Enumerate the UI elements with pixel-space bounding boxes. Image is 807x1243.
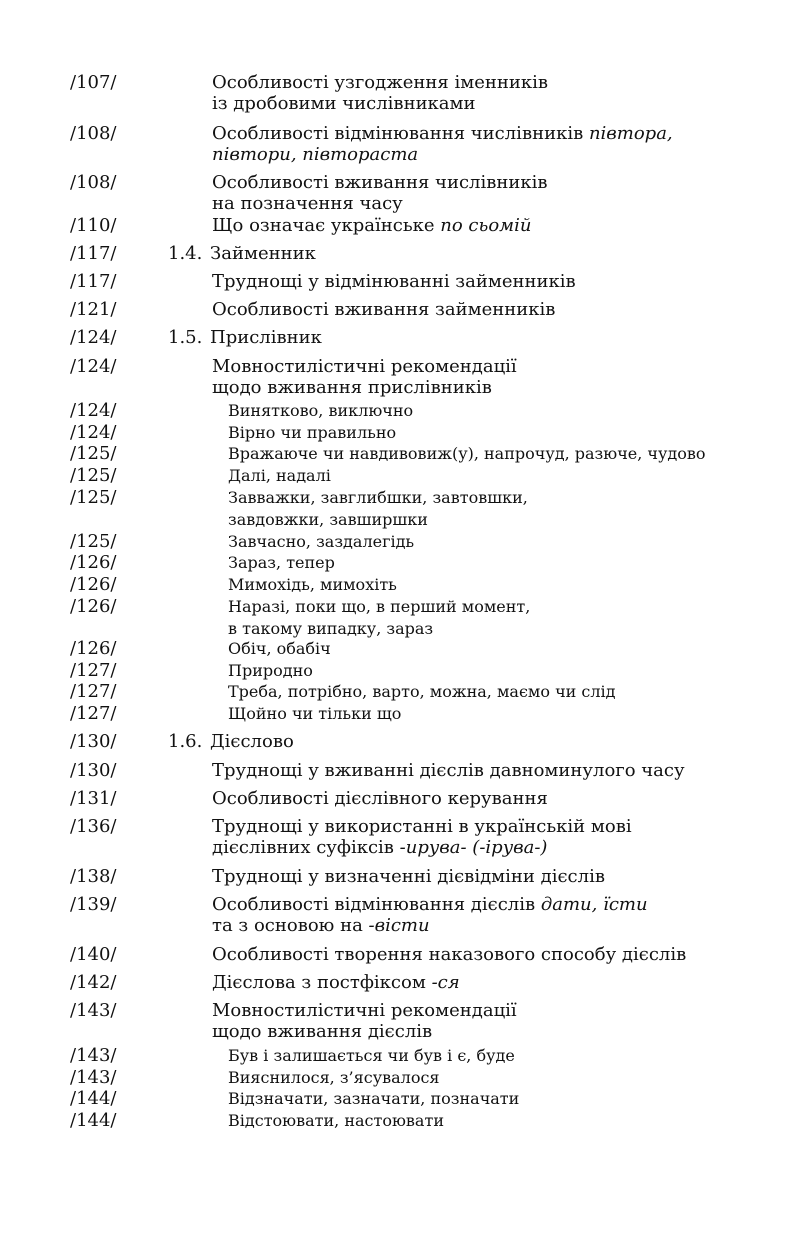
- toc-page-number: /131/: [70, 788, 117, 809]
- toc-entry-title: [212, 299, 555, 320]
- toc-section-number: 1.4.: [168, 243, 203, 264]
- toc-entry-italic: півтора,: [588, 123, 673, 144]
- toc-page-number: /144/: [70, 1110, 117, 1131]
- toc-page-number: /124/: [70, 356, 117, 377]
- toc-page-number: /124/: [70, 400, 117, 421]
- toc-entry-title: [212, 894, 648, 936]
- toc-entry-title: [210, 243, 316, 264]
- toc-entry-title: [212, 866, 605, 887]
- toc-entry-title: [210, 327, 322, 348]
- toc-entry-line: Дієслова з постфіксом -ся: [212, 972, 460, 993]
- toc-page-number: /138/: [70, 866, 117, 887]
- toc-entry-line: Особливості дієслівного керування: [212, 788, 548, 809]
- toc-entry-title: [228, 1045, 515, 1067]
- toc-entry-italic: -ирува- (-ірува-): [399, 837, 548, 858]
- toc-entry-title: [212, 788, 548, 809]
- toc-page-number: /142/: [70, 972, 117, 993]
- toc-entry-line: [212, 144, 673, 165]
- toc-entry-line: Треба, потрібно, варто, можна, маємо чи слід: [228, 682, 616, 701]
- toc-page-number: /125/: [70, 531, 117, 552]
- toc-page-number: /107/: [70, 72, 117, 93]
- toc-entry-italic: -вісти: [368, 915, 430, 936]
- toc-entry-line: Особливості творення наказового способу дієслів: [212, 944, 687, 965]
- toc-section-number: 1.6.: [168, 731, 203, 752]
- toc-page-number: /127/: [70, 660, 117, 681]
- toc-entry-line: Особливості вживання займенників: [212, 299, 556, 320]
- toc-page-number: /130/: [70, 731, 117, 752]
- toc-page-number: /127/: [70, 703, 117, 724]
- toc-entry-line: Дієслово: [210, 731, 294, 752]
- toc-entry-line: дієслівних суфіксів -ирува- (-ірува-): [212, 837, 548, 858]
- toc-entry-line: Труднощі у вживанні дієслів давноминулого часу: [212, 760, 685, 781]
- toc-entry-title: [212, 1000, 517, 1042]
- toc-entry-title: [228, 465, 331, 487]
- toc-entry-line: Був і залишається чи був і є, буде: [228, 1046, 515, 1065]
- toc-entry-line: Труднощі у використанні в українській мові: [212, 816, 632, 837]
- toc-entry-line: в такому випадку, зараз: [228, 618, 434, 638]
- toc-entry-line: Обіч, обабіч: [228, 639, 331, 658]
- toc-page-number: /121/: [70, 299, 117, 320]
- toc-page-number: /108/: [70, 123, 117, 144]
- toc-entry-title: [228, 531, 414, 553]
- toc-entry-line: Наразі, поки що, в перший момент,: [228, 597, 531, 616]
- toc-section-number: 1.5.: [168, 327, 203, 348]
- toc-entry-title: [212, 816, 632, 858]
- toc-entry-line: Прислівник: [210, 327, 322, 348]
- toc-entry-line: Далі, надалі: [228, 466, 331, 485]
- toc-page-number: /124/: [70, 327, 117, 348]
- toc-entry-line: Мовностилістичні рекомендації: [212, 1000, 517, 1021]
- toc-page-number: /143/: [70, 1045, 117, 1066]
- toc-entry-title: [228, 487, 528, 530]
- toc-entry-title: [212, 944, 686, 965]
- toc-page-number: /124/: [70, 422, 117, 443]
- toc-entry-line: Винятково, виключно: [228, 401, 414, 420]
- toc-entry-line: та з основою на -вісти: [212, 915, 430, 936]
- toc-entry-title: [228, 703, 401, 725]
- toc-entry-title: [228, 596, 530, 639]
- toc-entry-title: [228, 638, 331, 660]
- toc-page-number: /125/: [70, 443, 117, 464]
- toc-entry-title: [212, 172, 548, 214]
- toc-entry-title: [228, 400, 413, 422]
- toc-page-number: /143/: [70, 1000, 117, 1021]
- toc-entry-title: [212, 972, 460, 993]
- toc-entry-line: Щойно чи тільки що: [228, 704, 402, 723]
- toc-entry-line: Вияснилося, з’ясувалося: [228, 1068, 440, 1087]
- toc-entry-title: [228, 1110, 444, 1132]
- toc-entry-line: Мовностилістичні рекомендації: [212, 356, 517, 377]
- toc-entry-title: [212, 215, 531, 236]
- toc-entry-title: [212, 72, 548, 114]
- toc-entry-line: Мимохідь, мимохіть: [228, 575, 397, 594]
- toc-entry-title: [212, 123, 673, 165]
- toc-entry-line: Займенник: [210, 243, 316, 264]
- toc-page-number: /130/: [70, 760, 117, 781]
- toc-entry-line: завдовжки, завширшки: [228, 509, 428, 529]
- toc-page-number: /110/: [70, 215, 117, 236]
- toc-entry-title: [212, 356, 517, 398]
- toc-entry-line: Труднощі у визначенні дієвідміни дієслів: [212, 866, 605, 887]
- toc-page-number: /143/: [70, 1067, 117, 1088]
- toc-entry-title: [228, 1088, 519, 1110]
- toc-entry-line: Вірно чи правильно: [228, 423, 397, 442]
- toc-entry-line: Природно: [228, 661, 313, 680]
- toc-entry-italic: півтори, півтораста: [212, 144, 419, 165]
- toc-entry-title: [228, 552, 335, 574]
- toc-page-number: /136/: [70, 816, 117, 837]
- toc-entry-line: Зараз, тепер: [228, 553, 335, 572]
- toc-entry-line: Особливості узгодження іменників: [212, 72, 549, 93]
- toc-entry-line: із дробовими числівниками: [212, 93, 476, 114]
- toc-entry-title: [212, 271, 576, 292]
- toc-page-number: /126/: [70, 596, 117, 617]
- toc-entry-line: Особливості відмінювання дієслів дати, їсти: [212, 894, 648, 915]
- toc-entry-italic: по сьомій: [440, 215, 532, 236]
- toc-page-number: /117/: [70, 271, 117, 292]
- toc-entry-title: [228, 1067, 440, 1089]
- toc-page-number: /144/: [70, 1088, 117, 1109]
- toc-page-number: /126/: [70, 574, 117, 595]
- toc-page-number: /126/: [70, 552, 117, 573]
- toc-page-number: /127/: [70, 681, 117, 702]
- toc-entry-line: щодо вживання прислівників: [212, 377, 492, 398]
- toc-page-number: /117/: [70, 243, 117, 264]
- toc-entry-title: [228, 574, 397, 596]
- toc-page-number: /139/: [70, 894, 117, 915]
- toc-page-number: /140/: [70, 944, 117, 965]
- toc-entry-title: [228, 681, 615, 703]
- toc-page-number: /125/: [70, 487, 117, 508]
- toc-entry-line: Що означає українське по сьомій: [212, 215, 532, 236]
- toc-entry-line: Особливості вживання числівників: [212, 172, 548, 193]
- toc-page-number: /126/: [70, 638, 117, 659]
- toc-entry-line: щодо вживання дієслів: [212, 1021, 433, 1042]
- toc-entry-line: Особливості відмінювання числівників півтора,: [212, 123, 673, 144]
- toc-entry-title: [228, 660, 313, 682]
- toc-entry-line: Вражаюче чи навдивовиж(у), напрочуд, разюче, чудово: [228, 444, 706, 463]
- toc-entry-title: [210, 731, 294, 752]
- toc-entry-line: Завчасно, заздалегідь: [228, 532, 415, 551]
- toc-entry-italic: дати, їсти: [540, 894, 648, 915]
- toc-entry-title: [228, 422, 396, 444]
- toc-entry-italic: -ся: [431, 972, 460, 993]
- toc-entry-line: на позначення часу: [212, 193, 403, 214]
- toc-entry-line: Відстоювати, настоювати: [228, 1111, 444, 1130]
- toc-entry-title: [228, 443, 706, 465]
- toc-page-number: /108/: [70, 172, 117, 193]
- toc-entry-line: Труднощі у відмінюванні займенників: [212, 271, 576, 292]
- toc-entry-title: [212, 760, 685, 781]
- toc-entry-line: Завважки, завглибшки, завтовшки,: [228, 488, 528, 507]
- toc-entry-line: Відзначати, зазначати, позначати: [228, 1089, 520, 1108]
- toc-page-number: /125/: [70, 465, 117, 486]
